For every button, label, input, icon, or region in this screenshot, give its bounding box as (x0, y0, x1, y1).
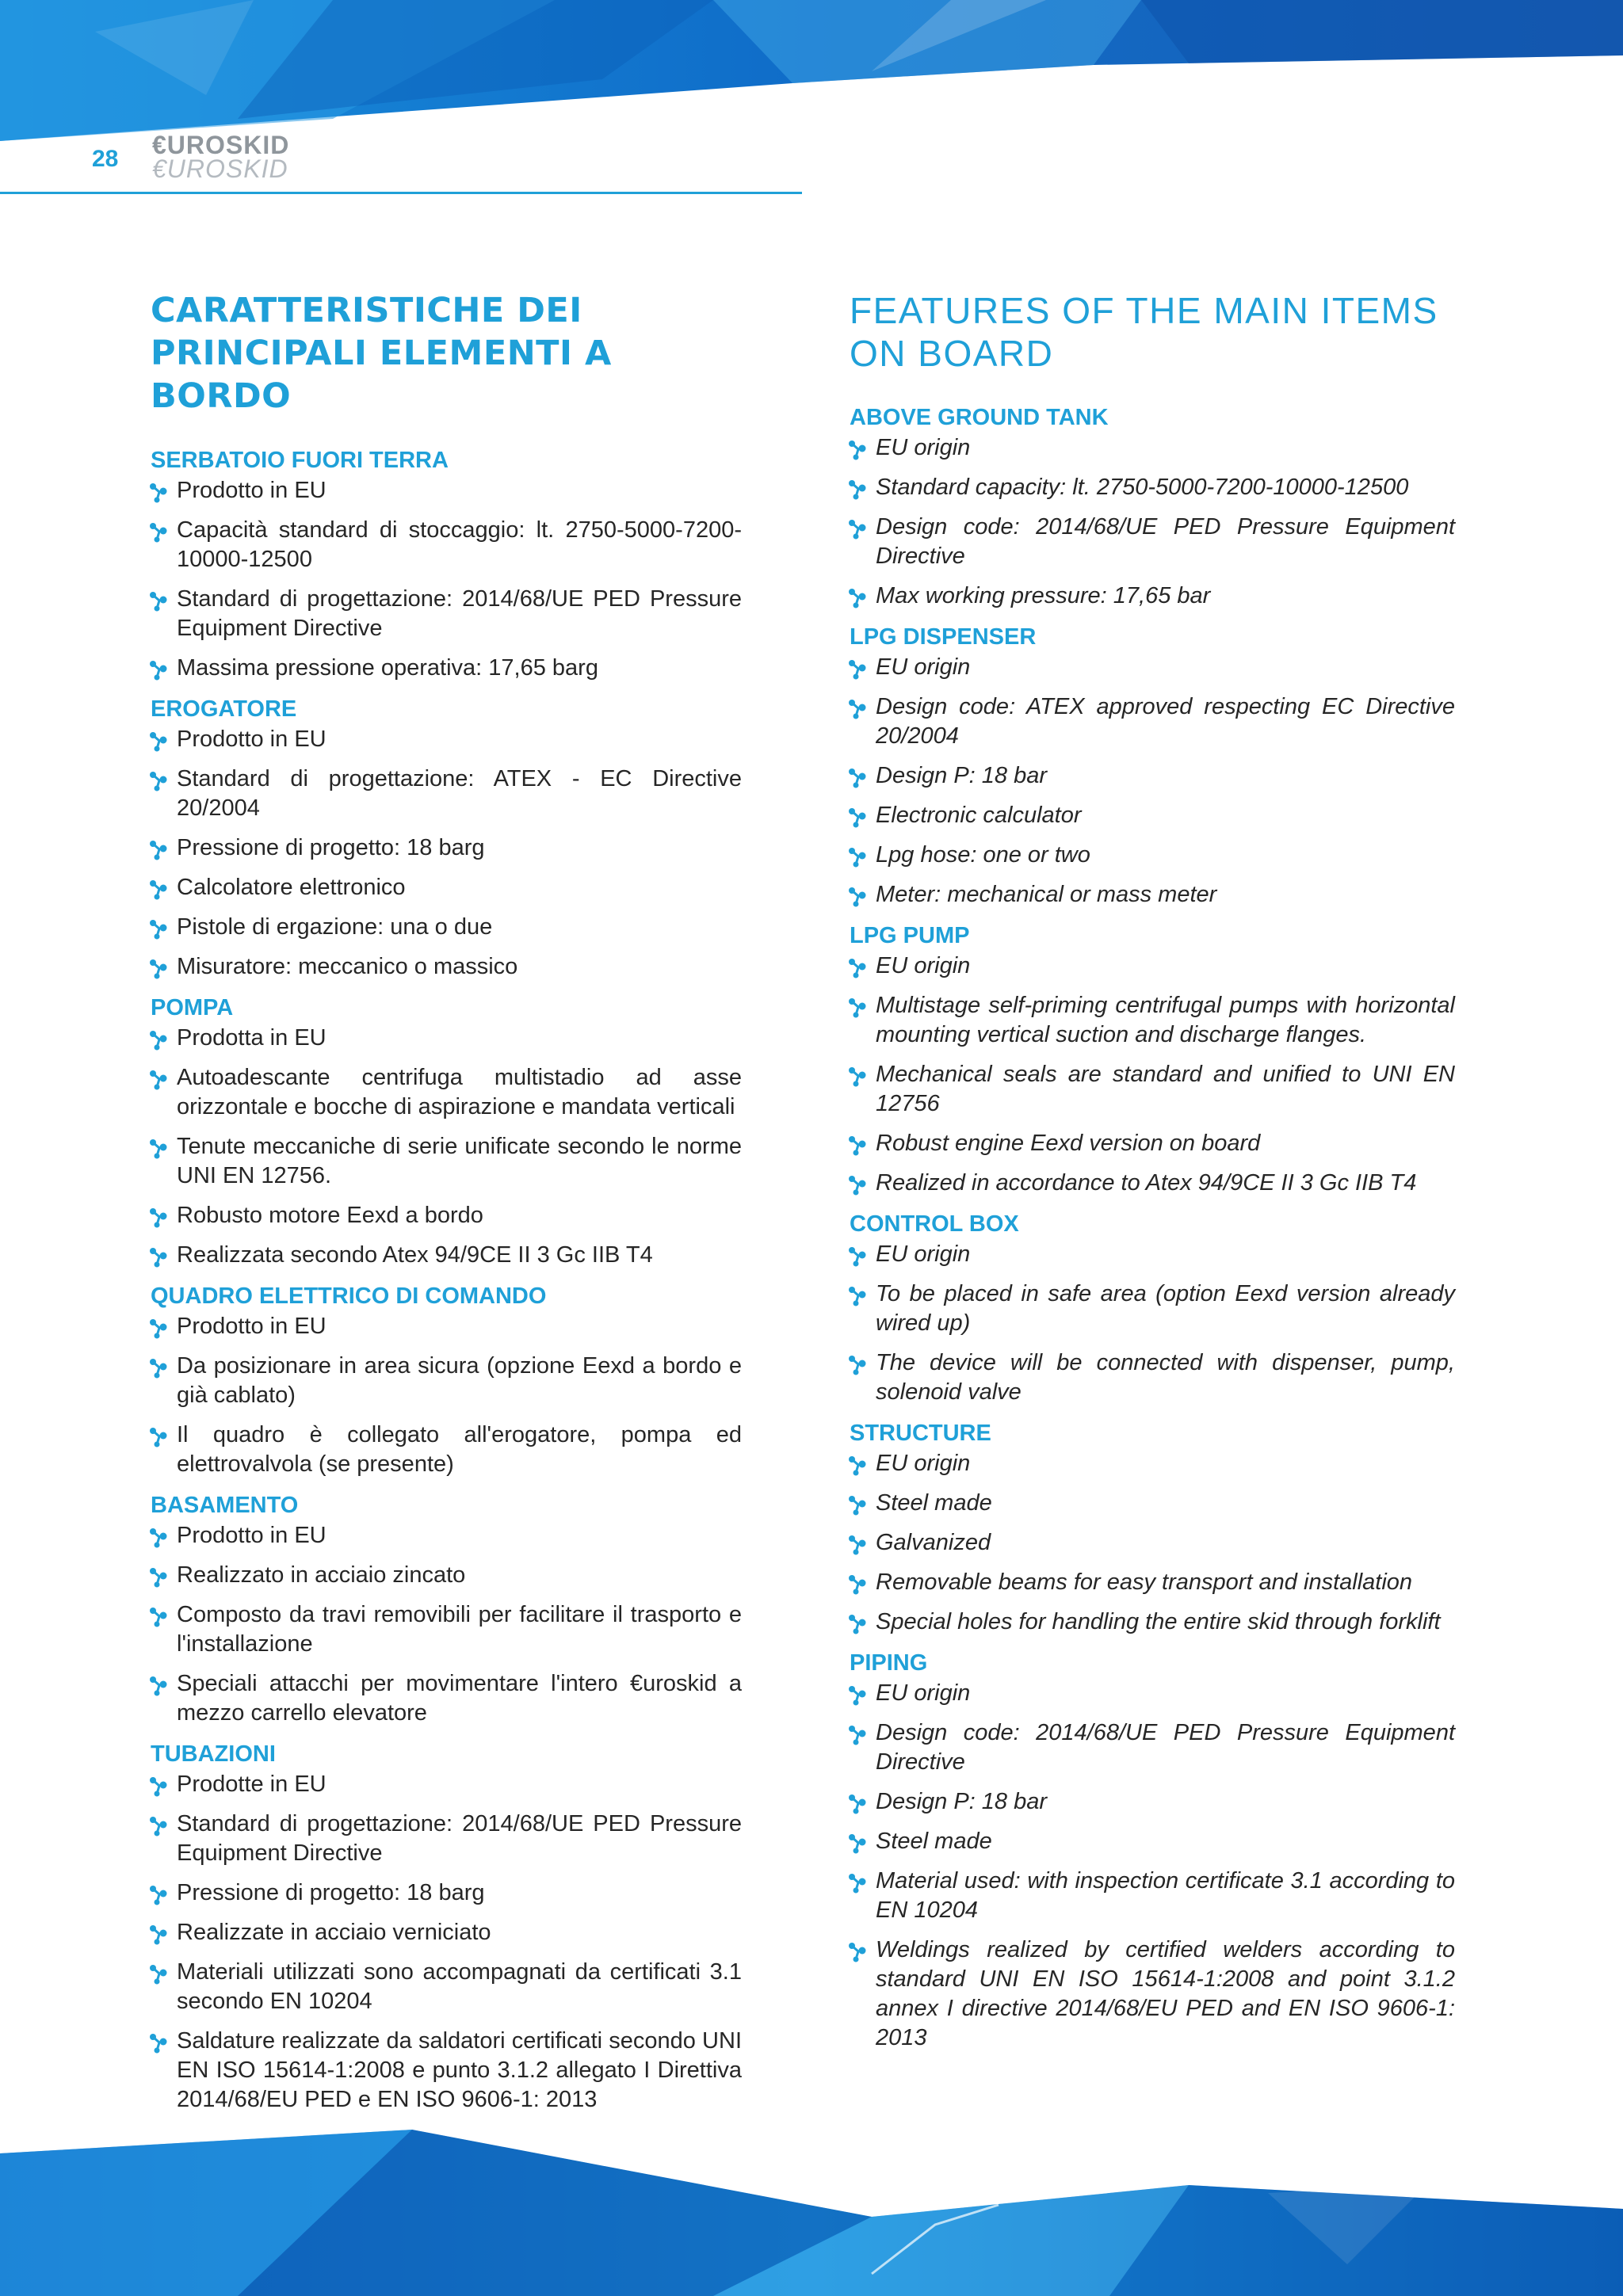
feature-list (850, 952, 1455, 1198)
list-item (151, 1810, 742, 1868)
list-item-text: EU origin (876, 1451, 971, 1476)
list-item-text: EU origin (876, 435, 971, 460)
section-title: EROGATORE (151, 696, 297, 722)
list-item (850, 473, 1455, 502)
list-item-text: Robusto motore Eexd a bordo (177, 1203, 483, 1228)
list-item-text: Pressione di progetto: 18 barg (177, 1880, 485, 1905)
bullet-connector-icon (149, 919, 170, 940)
list-item-text: EU origin (876, 953, 971, 978)
english-column (850, 289, 1455, 2063)
italian-sections (151, 444, 742, 2115)
bullet-connector-icon (149, 591, 170, 612)
list-item (850, 1608, 1455, 1637)
list-item-text: Prodotte in EU (177, 1772, 327, 1797)
bullet-connector-icon (149, 1427, 170, 1447)
list-item-text: Galvanized (876, 1530, 991, 1555)
bullet-connector-icon (149, 482, 170, 503)
list-item (850, 653, 1455, 682)
bullet-connector-icon (848, 1286, 869, 1306)
list-item (151, 1521, 742, 1550)
bullet-connector-icon (149, 1247, 170, 1268)
list-item (850, 880, 1455, 910)
list-item (850, 801, 1455, 830)
list-item (151, 1201, 742, 1230)
list-item-text: The device will be connected with dispenser, pump, solenoid valve (876, 1350, 1455, 1405)
bullet-connector-icon (149, 660, 170, 681)
list-item (850, 692, 1455, 751)
bullet-connector-icon (848, 1942, 869, 1962)
list-item (151, 1063, 742, 1122)
list-item-text: Realizzate in acciaio verniciato (177, 1920, 491, 1945)
list-item (850, 1169, 1455, 1198)
list-item-text: Design code: 2014/68/UE PED Pressure Equipment Directive (876, 514, 1455, 569)
list-item-text: Max working pressure: 17,65 bar (876, 583, 1211, 608)
bullet-connector-icon (848, 1685, 869, 1706)
list-item-text: Calcolatore elettronico (177, 875, 406, 900)
list-item-text: Design code: 2014/68/UE PED Pressure Equipment Directive (876, 1720, 1455, 1775)
list-item (151, 1312, 742, 1341)
list-item-text: Realizzata secondo Atex 94/9CE II 3 Gc IIB T4 (177, 1242, 653, 1268)
bullet-connector-icon (848, 1135, 869, 1156)
feature-list (850, 1240, 1455, 1407)
list-item-text: Design code: ATEX approved respecting EC Directive 20/2004 (876, 694, 1455, 749)
list-item-text: Material used: with inspection certificate 3.1 according to EN 10204 (876, 1868, 1455, 1923)
list-item-text: Autoadescante centrifuga multistadio ad asse orizzontale e bocche di aspirazione e mandata verticali (177, 1065, 742, 1119)
bullet-connector-icon (848, 958, 869, 978)
list-item (850, 1679, 1455, 1708)
bullet-connector-icon (149, 1207, 170, 1228)
list-item-text: Realizzato in acciaio zincato (177, 1562, 466, 1588)
section-title: BASAMENTO (151, 1493, 299, 1518)
bullet-connector-icon (848, 1614, 869, 1634)
list-item (850, 1867, 1455, 1925)
list-item-text: Removable beams for easy transport and installation (876, 1569, 1413, 1595)
bullet-connector-icon (149, 840, 170, 860)
list-item (850, 1449, 1455, 1478)
bullet-connector-icon (848, 1574, 869, 1595)
list-item (151, 1878, 742, 1908)
list-item-text: Standard di progettazione: 2014/68/UE PED Pressure Equipment Directive (177, 1811, 742, 1866)
list-item (850, 513, 1455, 571)
list-item-text: Design P: 18 bar (876, 763, 1048, 788)
list-item (850, 1827, 1455, 1856)
section-title: ABOVE GROUND TANK (850, 405, 1109, 430)
list-item (151, 952, 742, 982)
feature-list (850, 1679, 1455, 2053)
list-item (151, 1421, 742, 1479)
section-title: POMPA (151, 995, 234, 1020)
section-title: PIPING (850, 1650, 928, 1676)
list-item-text: Composto da travi removibili per facilitare il trasporto e l'installazione (177, 1602, 742, 1657)
brand-name: €UROSKID (152, 131, 290, 159)
list-item-text: Steel made (876, 1490, 992, 1516)
list-item (151, 1669, 742, 1728)
italian-page-title (151, 289, 742, 418)
list-item-text: Prodotto in EU (177, 1314, 327, 1339)
list-item (151, 1132, 742, 1191)
bullet-connector-icon (149, 879, 170, 900)
english-sections (850, 402, 1455, 2053)
feature-list (151, 1024, 742, 1270)
bullet-connector-icon (149, 1318, 170, 1339)
list-item-text: Realized in accordance to Atex 94/9CE II 3 Gc IIB T4 (876, 1170, 1417, 1196)
list-item (850, 1489, 1455, 1518)
list-item (151, 585, 742, 643)
bullet-connector-icon (149, 2033, 170, 2054)
bullet-connector-icon (848, 479, 869, 500)
list-item (151, 1600, 742, 1659)
list-item-text: Massima pressione operativa: 17,65 barg (177, 655, 598, 681)
section-title: STRUCTURE (850, 1421, 991, 1446)
list-item (850, 952, 1455, 981)
feature-list (151, 1521, 742, 1728)
list-item-text: Standard di progettazione: 2014/68/UE PED Pressure Equipment Directive (177, 586, 742, 641)
list-item-text: Da posizionare in area sicura (opzione Eexd a bordo e già cablato) (177, 1353, 742, 1408)
section-title: QUADRO ELETTRICO DI COMANDO (151, 1283, 547, 1309)
list-item (151, 913, 742, 942)
bullet-connector-icon (149, 1964, 170, 1985)
bullet-connector-icon (848, 1246, 869, 1267)
list-item-text: Special holes for handling the entire skid through forklift (876, 1609, 1441, 1634)
brand-logo (152, 133, 289, 181)
bullet-connector-icon (149, 1607, 170, 1627)
bullet-connector-icon (848, 1175, 869, 1196)
list-item (151, 873, 742, 902)
bullet-connector-icon (848, 699, 869, 719)
list-item-text: Steel made (876, 1829, 992, 1854)
feature-list (151, 476, 742, 683)
page-number: 28 (92, 146, 119, 172)
list-item-text: Prodotta in EU (177, 1025, 327, 1051)
list-item-text: To be placed in safe area (option Eexd version already wired up) (876, 1281, 1455, 1336)
list-item (151, 725, 742, 754)
bullet-connector-icon (149, 1776, 170, 1797)
bullet-connector-icon (149, 1676, 170, 1696)
bullet-connector-icon (149, 1567, 170, 1588)
list-item (151, 516, 742, 574)
bullet-connector-icon (848, 1355, 869, 1375)
list-item-text: Prodotto in EU (177, 478, 327, 503)
english-title-line-2: ON BOARD (850, 333, 1054, 374)
section-title: LPG DISPENSER (850, 624, 1037, 650)
bullet-connector-icon (848, 1794, 869, 1814)
bullet-connector-icon (848, 807, 869, 828)
header-divider (0, 192, 802, 194)
list-item (850, 1787, 1455, 1817)
list-item (151, 1958, 742, 2016)
list-item (151, 1561, 742, 1590)
list-item (850, 1718, 1455, 1777)
bullet-connector-icon (848, 440, 869, 460)
list-item-text: Tenute meccaniche di serie unificate secondo le norme UNI EN 12756. (177, 1134, 742, 1188)
section-title: SERBATOIO FUORI TERRA (151, 448, 449, 473)
list-item (151, 2027, 742, 2115)
bullet-connector-icon (848, 1066, 869, 1087)
list-item (151, 1024, 742, 1053)
list-item-text: Weldings realized by certified welders according to standard UNI EN ISO 15614-1:2008 and point 3.1.2 annex I directive 2014/68/EU PED and EN ISO 9606-1: 2013 (876, 1937, 1455, 2050)
feature-list (850, 653, 1455, 910)
bullet-connector-icon (149, 1527, 170, 1548)
bullet-connector-icon (848, 847, 869, 868)
bullet-connector-icon (149, 1138, 170, 1159)
list-item-text: Capacità standard di stoccaggio: lt. 2750-5000-7200-10000-12500 (177, 517, 742, 572)
bullet-connector-icon (848, 1455, 869, 1476)
list-item-text: Multistage self-priming centrifugal pumps with horizontal mounting vertical suction and discharge flanges. (876, 993, 1455, 1047)
list-item-text: Misuratore: meccanico o massico (177, 954, 518, 979)
list-item (850, 991, 1455, 1050)
bullet-connector-icon (149, 1030, 170, 1051)
bullet-connector-icon (848, 1873, 869, 1894)
list-item-text: Standard capacity: lt. 2750-5000-7200-10000-12500 (876, 475, 1409, 500)
list-item-text: Prodotto in EU (177, 1523, 327, 1548)
english-title-line-1: FEATURES OF THE MAIN ITEMS (850, 290, 1438, 331)
list-item (850, 1280, 1455, 1338)
list-item (151, 1770, 742, 1799)
bullet-connector-icon (848, 1833, 869, 1854)
list-item-text: EU origin (876, 1680, 971, 1706)
bullet-connector-icon (848, 519, 869, 540)
list-item (850, 1060, 1455, 1119)
bullet-connector-icon (848, 659, 869, 680)
list-item-text: EU origin (876, 654, 971, 680)
list-item-text: Mechanical seals are standard and unified to UNI EN 12756 (876, 1062, 1455, 1116)
feature-list (151, 1770, 742, 2115)
bullet-connector-icon (848, 1725, 869, 1745)
bullet-connector-icon (149, 1924, 170, 1945)
list-item (850, 582, 1455, 611)
list-item-text: Robust engine Eexd version on board (876, 1131, 1261, 1156)
bullet-connector-icon (848, 768, 869, 788)
list-item (850, 1240, 1455, 1269)
list-item (151, 654, 742, 683)
italian-title-line-2: PRINCIPALI ELEMENTI A BORDO (151, 334, 612, 416)
list-item (151, 833, 742, 863)
list-item-text: Meter: mechanical or mass meter (876, 882, 1217, 907)
list-item (850, 433, 1455, 463)
list-item-text: EU origin (876, 1241, 971, 1267)
list-item-text: Il quadro è collegato all'erogatore, pompa ed elettrovalvola (se presente) (177, 1422, 742, 1477)
bullet-connector-icon (149, 959, 170, 979)
list-item (151, 476, 742, 505)
list-item (151, 765, 742, 823)
list-item-text: Materiali utilizzati sono accompagnati da certificati 3.1 secondo EN 10204 (177, 1959, 742, 2014)
bullet-connector-icon (848, 588, 869, 608)
english-page-title (850, 289, 1455, 375)
list-item-text: Speciali attacchi per movimentare l'intero €uroskid a mezzo carrello elevatore (177, 1671, 742, 1726)
list-item (850, 1129, 1455, 1158)
bullet-connector-icon (149, 1885, 170, 1905)
list-item (850, 1528, 1455, 1558)
list-item (850, 761, 1455, 791)
bullet-connector-icon (149, 771, 170, 791)
list-item (850, 841, 1455, 870)
bullet-connector-icon (149, 731, 170, 752)
feature-list (850, 433, 1455, 611)
bullet-connector-icon (848, 1535, 869, 1555)
list-item-text: Saldature realizzate da saldatori certificati secondo UNI EN ISO 15614-1:2008 e punto 3.1.2 allegato I Direttiva 2014/68/EU PED e EN ISO 9606-1: 2013 (177, 2028, 742, 2112)
list-item (850, 1936, 1455, 2053)
italian-title-line-1: CARATTERISTICHE DEI (151, 291, 582, 330)
section-title: TUBAZIONI (151, 1741, 276, 1767)
list-item-text: Prodotto in EU (177, 727, 327, 752)
list-item (850, 1348, 1455, 1407)
list-item (151, 1918, 742, 1947)
bottom-banner-decoration (0, 2106, 1623, 2296)
bullet-connector-icon (149, 1070, 170, 1090)
section-title: CONTROL BOX (850, 1211, 1019, 1237)
list-item-text: Lpg hose: one or two (876, 842, 1090, 868)
list-item-text: Pressione di progetto: 18 barg (177, 835, 485, 860)
list-item-text: Standard di progettazione: ATEX - EC Directive 20/2004 (177, 766, 742, 821)
list-item (850, 1568, 1455, 1597)
feature-list (151, 725, 742, 982)
brand-name-italic: €UROSKID (152, 154, 288, 183)
feature-list (151, 1312, 742, 1479)
list-item (151, 1352, 742, 1410)
bullet-connector-icon (149, 1358, 170, 1379)
list-item (151, 1241, 742, 1270)
bullet-connector-icon (848, 997, 869, 1018)
feature-list (850, 1449, 1455, 1637)
bullet-connector-icon (149, 522, 170, 543)
bullet-connector-icon (149, 1816, 170, 1836)
list-item-text: Electronic calculator (876, 803, 1082, 828)
section-title: LPG PUMP (850, 923, 970, 948)
list-item-text: Design P: 18 bar (876, 1789, 1048, 1814)
bullet-connector-icon (848, 1495, 869, 1516)
italian-column (151, 289, 742, 2125)
list-item-text: Pistole di ergazione: una o due (177, 914, 493, 940)
bullet-connector-icon (848, 887, 869, 907)
